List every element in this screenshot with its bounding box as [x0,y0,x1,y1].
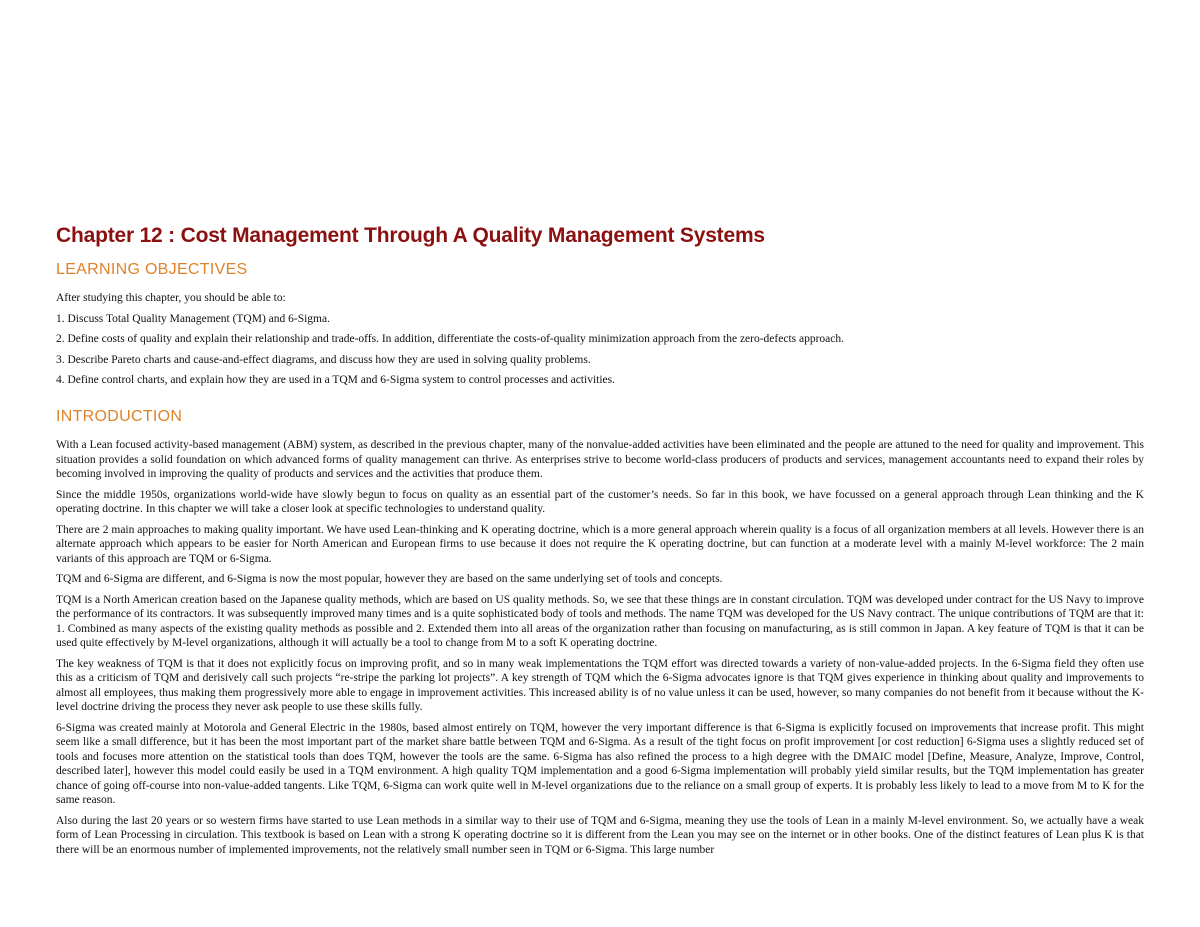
chapter-title: Chapter 12 : Cost Management Through A Quality Management Systems [56,224,765,247]
intro-paragraph: The key weakness of TQM is that it does not explicitly focus on improving profit, and so in many weak implementations the TQM effort was directed towards a variety of non-value-added projects. In the 6-Sigma field they often use this as a criticism of TQM and derisively call such projects “re-stripe the parking lot projects”. A key strength of TQM which the 6-Sigma advocates ignore is that TQM gives experience in thinking about quality and improvements to almost all employees, thus making them progressively more able to engage in improvement activities. This increased ability is of no value unless it can be used, however, so many companies do not benefit from it because without the K-level doctrine driving the process they never ask people to use these skills fully. [56,657,1144,713]
document-page [56,224,1144,863]
learning-objectives-list [56,291,1144,387]
intro-paragraph: TQM and 6-Sigma are different, and 6-Sigma is now the most popular, however they are based on the same underlying set of tools and concepts. [56,573,723,585]
introduction-body [56,438,1144,857]
introduction-heading: INTRODUCTION [56,408,183,425]
objective-item: 1. Discuss Total Quality Management (TQM) and 6-Sigma. [56,312,330,325]
intro-paragraph: TQM is a North American creation based on the Japanese quality methods, which are based on US quality methods. So, we see that these things are in constant circulation. TQM was developed under contract for the US Navy to improve the performance of its contractors. It was subsequently improved many times and is a quite sophisticated body of tools and methods. The name TQM was developed for the US Navy contract. The unique contributions of TQM are that it: 1. Combined as many aspects of the existing quality methods as possible and 2. Extended them into all areas of the organization rather than focusing on manufacturing, as is still common in Japan. A key feature of TQM is that it can be used quite effectively by M-level organizations, although it will actually be a tool to change from M to a soft K operating doctrine. [56,593,1144,649]
objective-item: 2. Define costs of quality and explain their relationship and trade-offs. In addition, differentiate the costs-of-quality minimization approach from the zero-defects approach. [56,333,845,345]
intro-paragraph: 6-Sigma was created mainly at Motorola and General Electric in the 1980s, based almost entirely on TQM, however the very important difference is that 6-Sigma is explicitly focused on improvements that increase profit. This might seem like a small difference, but it has been the most important part of the market share battle between TQM and 6-Sigma. As a result of the tight focus on profit improvement [or cost reduction] 6-Sigma uses a slightly reduced set of tools and focuses more attention on the statistical tools than does TQM, however the tools are the same. 6-Sigma has also refined the process to a high degree with the DMAIC model [Define, Measure, Analyze, Improve, Control, described later], however this model could easily be used in a TQM environment. A high quality TQM implementation and a good 6-Sigma implementation will probably yield similar results, but the TQM implementation has greater chance of going off-course into non-value-added tangents. Like TQM, 6-Sigma can work quite well in M-level organizations due to the reliance on a small group of experts. It is probably less likely to lead to a move from M to K for the same reason. [56,721,1144,806]
intro-paragraph: There are 2 main approaches to making quality important. We have used Lean-thinking and K operating doctrine, which is a more general approach wherein quality is a focus of all organization members at all levels. However there is an alternate approach which appears to be easier for North American and European firms to use because it does not require the K operating doctrine, but can function at a moderate level with a mainly M-level workforce: The 2 main variants of this approach are TQM or 6-Sigma. [56,523,1144,565]
intro-paragraph: Since the middle 1950s, organizations world-wide have slowly begun to focus on quality as an essential part of the customer’s needs. So far in this book, we have focussed on a general approach through Lean thinking and the K operating doctrine. In this chapter we will take a closer look at specific technologies to understand quality. [56,488,1144,515]
intro-paragraph: Also during the last 20 years or so western firms have started to use Lean methods in a similar way to their use of TQM and 6-Sigma, meaning they use the tools of Lean in a mainly M-level environment. So, we actually have a weak form of Lean Processing in circulation. This textbook is based on Lean with a strong K operating doctrine so it is different from the Lean you may see on the internet or in other books. One of the distinct features of Lean plus K is that there will be an enormous number of implemented improvements, not the relatively small number seen in TQM or 6-Sigma. This large number [56,814,1144,856]
objective-item: 4. Define control charts, and explain how they are used in a TQM and 6-Sigma system to control processes and activities. [56,374,615,386]
objectives-intro: After studying this chapter, you should be able to: [56,292,286,304]
objective-item: 3. Describe Pareto charts and cause-and-effect diagrams, and discuss how they are used in solving quality problems. [56,353,591,366]
learning-objectives-heading: LEARNING OBJECTIVES [56,261,248,278]
intro-paragraph: With a Lean focused activity-based management (ABM) system, as described in the previous chapter, many of the nonvalue-added activities have been eliminated and the people are attuned to the need for quality and improvement. This situation provides a solid foundation on which advanced forms of quality management can thrive. As enterprises strive to become world-class producers of products and services, management accountants need to expand their roles by becoming involved in improving the quality of products and services and the activities that produce them. [56,439,1144,480]
